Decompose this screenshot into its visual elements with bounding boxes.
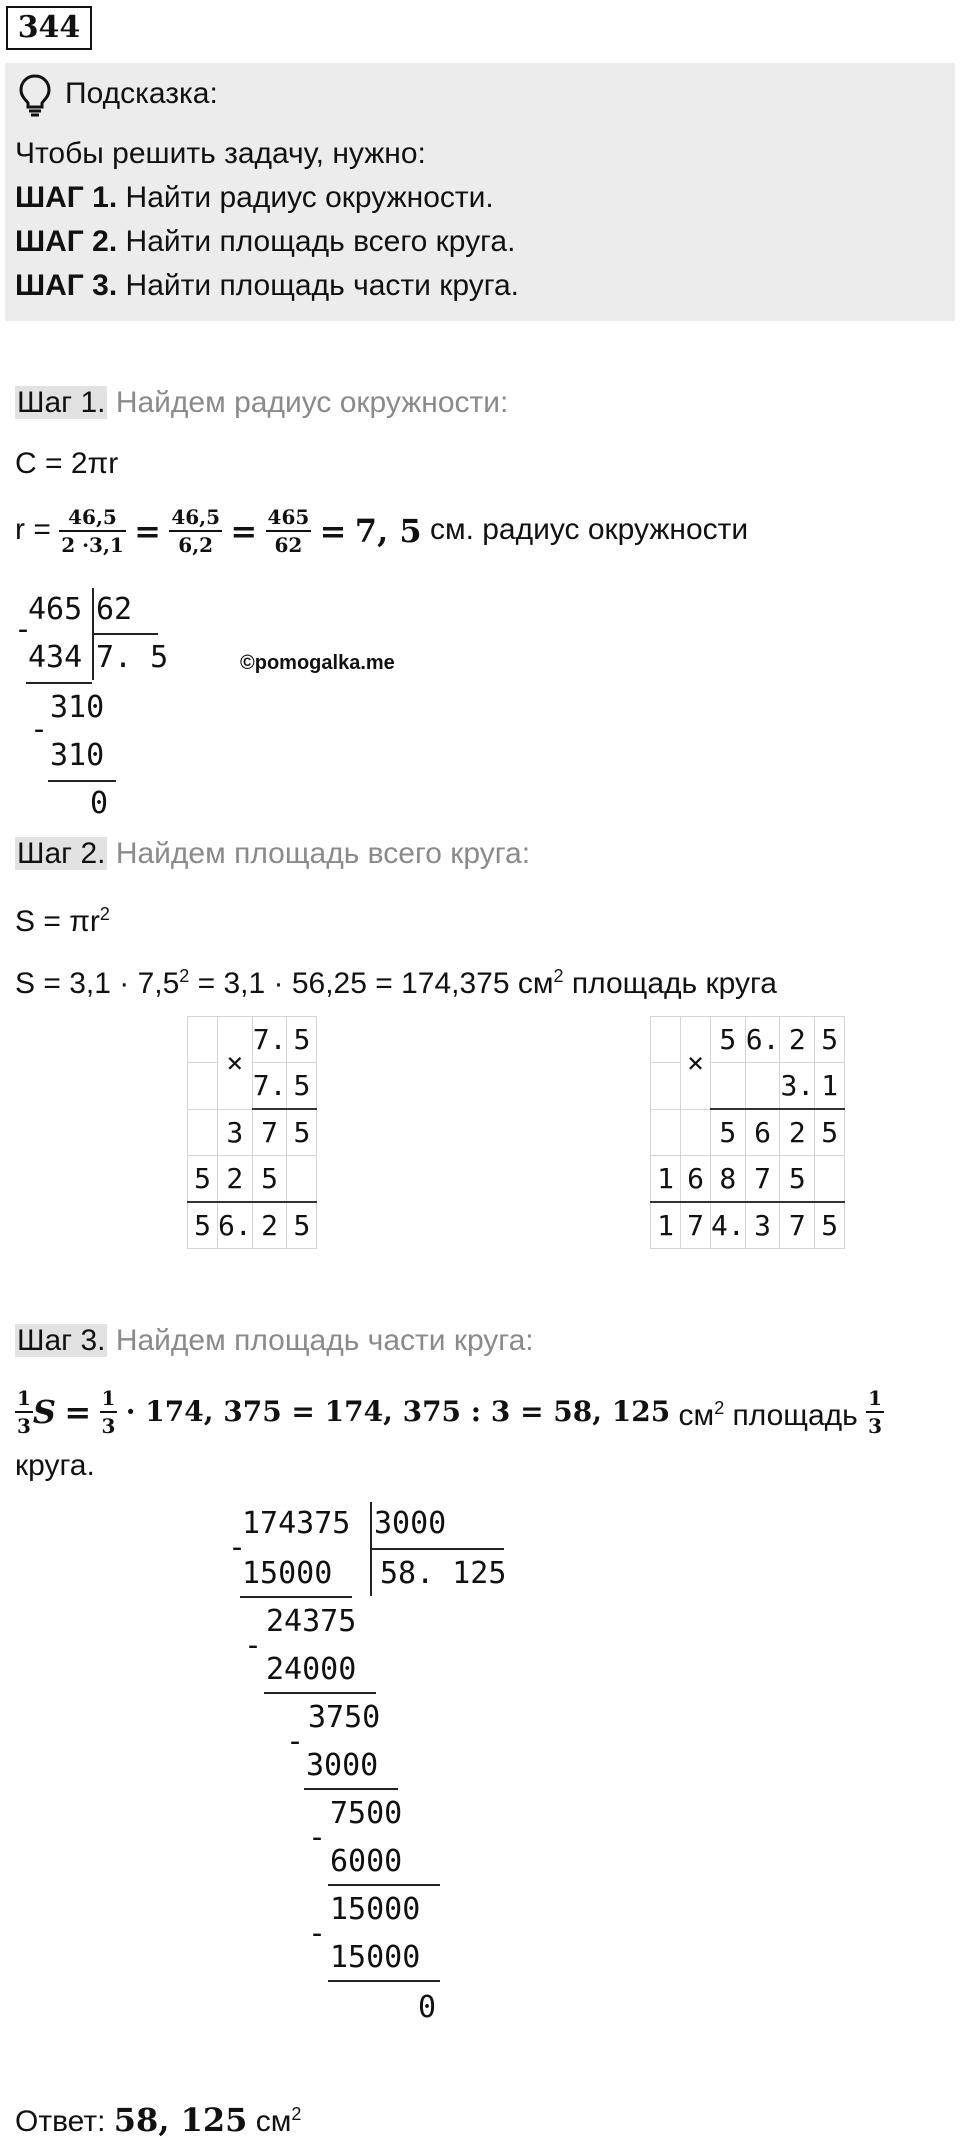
grid-cell: 5: [815, 1017, 845, 1063]
division-remainder: 24375: [266, 1604, 357, 1639]
grid-cell: 5: [287, 1202, 317, 1249]
division-quotient: 7. 5: [96, 640, 169, 675]
multiplication-grid-2: [650, 1016, 845, 1249]
division-subtrahend: 15000: [330, 1940, 421, 1975]
grid-cell: [681, 1109, 711, 1156]
lightbulb-icon: [17, 73, 53, 117]
fraction-3: [266, 504, 312, 558]
division-subtrahend: 310: [50, 738, 105, 773]
answer-line: [15, 2096, 301, 2140]
grid-cell: 3: [218, 1109, 253, 1156]
minus-sign: -: [30, 712, 49, 747]
grid-cell: [188, 1063, 218, 1110]
division-divisor: 3000: [374, 1506, 447, 1541]
subtraction-line: [328, 1980, 440, 1982]
times-sign: ×: [218, 1017, 253, 1110]
minus-sign: -: [308, 1820, 327, 1855]
area-symbol: S: [32, 1393, 57, 1431]
step1-radius-line: [15, 500, 748, 561]
division-divisor: 62: [96, 592, 133, 627]
division-remainder: 0: [90, 786, 109, 821]
answer-value: 58, 125: [113, 2101, 248, 2139]
exponent: 2: [553, 966, 564, 986]
fraction-num: 1: [15, 1385, 33, 1413]
fraction-1: [59, 504, 126, 558]
minus-sign: -: [286, 1724, 305, 1759]
division-subtrahend: 6000: [330, 1844, 403, 1879]
step3-title: Найдем площадь части круга:: [107, 1324, 534, 1357]
hint-title: Подсказка:: [65, 77, 218, 110]
subtraction-line: [240, 1596, 352, 1598]
fraction-den: 3: [17, 1414, 31, 1438]
division-dividend: 465: [28, 592, 83, 627]
grid-cell: 7.: [252, 1063, 287, 1110]
division-remainder: 15000: [330, 1892, 421, 1927]
grid-cell: 5: [780, 1156, 815, 1203]
unit-text: см: [670, 1399, 715, 1432]
calc-text: S = 3,1 · 7,5: [15, 967, 180, 1000]
step1-title: Найдем радиус окружности:: [107, 386, 509, 419]
hint-step-label: ШАГ 1.: [15, 181, 118, 214]
step2-label: Шаг 2.: [17, 837, 106, 870]
grid-cell: 1: [815, 1063, 845, 1110]
division-remainder: 0: [418, 1990, 437, 2025]
step1-label: Шаг 1.: [17, 386, 106, 419]
radius-result: 7, 5: [354, 512, 422, 551]
fraction-num: 46,5: [169, 504, 222, 532]
grid-cell: 5: [815, 1109, 845, 1156]
grid-cell: 5: [252, 1156, 287, 1203]
grid-cell: [651, 1109, 681, 1156]
fraction-den: 62: [274, 533, 303, 558]
radius-suffix: см. радиус окружности: [421, 513, 749, 546]
grid-cell: 5: [711, 1109, 746, 1156]
division-remainder: 7500: [330, 1796, 403, 1831]
unit: [670, 1399, 866, 1432]
grid-cell: 2: [252, 1202, 287, 1249]
grid-cell: 2: [780, 1017, 815, 1063]
division-bar: [92, 633, 158, 635]
minus-sign: -: [228, 1530, 247, 1565]
grid-cell: 6: [745, 1109, 780, 1156]
step1-formula: C = 2πr: [15, 447, 119, 480]
division-subtrahend: 3000: [306, 1748, 379, 1783]
problem-number: 344: [6, 6, 92, 50]
grid-cell: 1: [651, 1156, 681, 1203]
grid-cell: [651, 1017, 681, 1063]
grid-cell: [711, 1063, 746, 1110]
grid-cell: 5: [287, 1063, 317, 1110]
subtraction-line: [26, 682, 92, 684]
step1-heading: [15, 385, 508, 421]
division-dividend: 174375: [242, 1506, 351, 1541]
grid-cell: 1: [651, 1202, 681, 1249]
grid-cell: 2: [218, 1156, 253, 1203]
hint-step-text: Найти площадь части круга.: [117, 269, 519, 302]
exponent: 2: [714, 1398, 725, 1418]
grid-cell: 3.: [780, 1063, 815, 1110]
minus-sign: -: [308, 1916, 327, 1951]
exponent: 2: [291, 2104, 302, 2124]
calc-text: площадь круга: [563, 967, 777, 1000]
grid-cell: [651, 1063, 681, 1110]
hint-step-label: ШАГ 2.: [15, 225, 118, 258]
division-quotient: 58. 125: [380, 1556, 507, 1591]
grid-cell: 5: [188, 1156, 218, 1203]
grid-cell: 7: [681, 1202, 711, 1249]
step2-heading: [15, 836, 530, 872]
subtraction-line: [48, 780, 116, 782]
grid-cell: 7: [252, 1109, 287, 1156]
answer-unit: см: [247, 2105, 292, 2138]
grid-cell: [815, 1156, 845, 1203]
equals-sign: =: [64, 1393, 92, 1431]
hint-step-2: [15, 225, 515, 259]
grid-cell: 7.: [252, 1017, 287, 1063]
hint-intro: Чтобы решить задачу, нужно:: [15, 137, 426, 170]
grid-cell: 5: [188, 1202, 218, 1249]
step3-heading: [15, 1323, 534, 1359]
fraction-one-third: [15, 1385, 33, 1439]
step3-line2: круга.: [15, 1449, 95, 1482]
formula-text: S = πr: [15, 905, 100, 938]
calc-text: = 3,1 · 56,25 = 174,375 см: [189, 967, 554, 1000]
hint-step-1: [15, 181, 494, 215]
fraction-den: 6,2: [178, 533, 214, 558]
grid-cell: [745, 1063, 780, 1110]
grid-cell: 7: [745, 1156, 780, 1203]
hint-step-text: Найти площадь всего круга.: [117, 225, 516, 258]
fraction-num: 1: [100, 1385, 118, 1413]
answer-prefix: Ответ:: [15, 2105, 114, 2138]
division-remainder: 310: [50, 690, 105, 725]
grid-cell: 8: [711, 1156, 746, 1203]
multiplication-grid-1: [187, 1016, 317, 1249]
grid-cell: [188, 1017, 218, 1063]
radius-prefix: r =: [15, 513, 60, 546]
times-sign: ×: [681, 1017, 711, 1110]
exponent: 2: [99, 904, 110, 924]
subtraction-line: [328, 1884, 440, 1886]
grid-cell: 6: [681, 1156, 711, 1203]
hint-step-label: ШАГ 3.: [15, 269, 118, 302]
grid-cell: 4.: [711, 1202, 746, 1249]
hint-step-3: [15, 269, 519, 303]
suffix-text: площадь: [724, 1399, 867, 1432]
minus-sign: -: [244, 1628, 263, 1663]
division-remainder: 3750: [308, 1700, 381, 1735]
grid-cell: 5: [815, 1202, 845, 1249]
fraction-den: 2 ·3,1: [61, 533, 124, 558]
division-bar: [370, 1548, 504, 1550]
fraction-num: 1: [866, 1385, 884, 1413]
grid-cell: 5: [287, 1017, 317, 1063]
step2-title: Найдем площадь всего круга:: [107, 837, 531, 870]
grid-cell: [287, 1156, 317, 1203]
hint-box: [5, 63, 955, 321]
fraction-2: [169, 504, 222, 558]
fraction-num: 465: [266, 504, 312, 532]
fraction-den: 3: [868, 1414, 883, 1438]
fraction-num: 46,5: [59, 504, 126, 532]
fraction-one-third: [866, 1385, 884, 1439]
expression-middle: · 174, 375 = 174, 375 : 3 = 58, 125: [125, 1395, 671, 1428]
step2-formula: [15, 896, 110, 940]
grid-cell: 2: [780, 1109, 815, 1156]
division-subtrahend: 15000: [242, 1556, 333, 1591]
division-subtrahend: 24000: [266, 1652, 357, 1687]
grid-cell: [188, 1109, 218, 1156]
minus-sign: -: [14, 612, 33, 647]
fraction-den: 3: [101, 1414, 116, 1438]
equals-sign: =: [230, 512, 258, 551]
fraction-one-third: [100, 1385, 118, 1439]
grid-cell: 3: [745, 1202, 780, 1249]
grid-cell: 6.: [745, 1017, 780, 1063]
hint-step-text: Найти радиус окружности.: [117, 181, 494, 214]
step3-label: Шаг 3.: [17, 1324, 106, 1357]
step3-expression: [15, 1380, 884, 1444]
exponent: 2: [179, 966, 190, 986]
equals-sign: =: [319, 512, 347, 551]
subtraction-line: [264, 1692, 376, 1694]
subtraction-line: [304, 1788, 398, 1790]
grid-cell: 7: [780, 1202, 815, 1249]
grid-cell: 5: [287, 1109, 317, 1156]
grid-cell: 6.: [218, 1202, 253, 1249]
step2-calc: [15, 958, 777, 1002]
watermark: ©pomogalka.me: [240, 652, 395, 674]
grid-cell: 5: [711, 1017, 746, 1063]
division-subtrahend: 434: [28, 640, 83, 675]
equals-sign: =: [134, 512, 161, 551]
